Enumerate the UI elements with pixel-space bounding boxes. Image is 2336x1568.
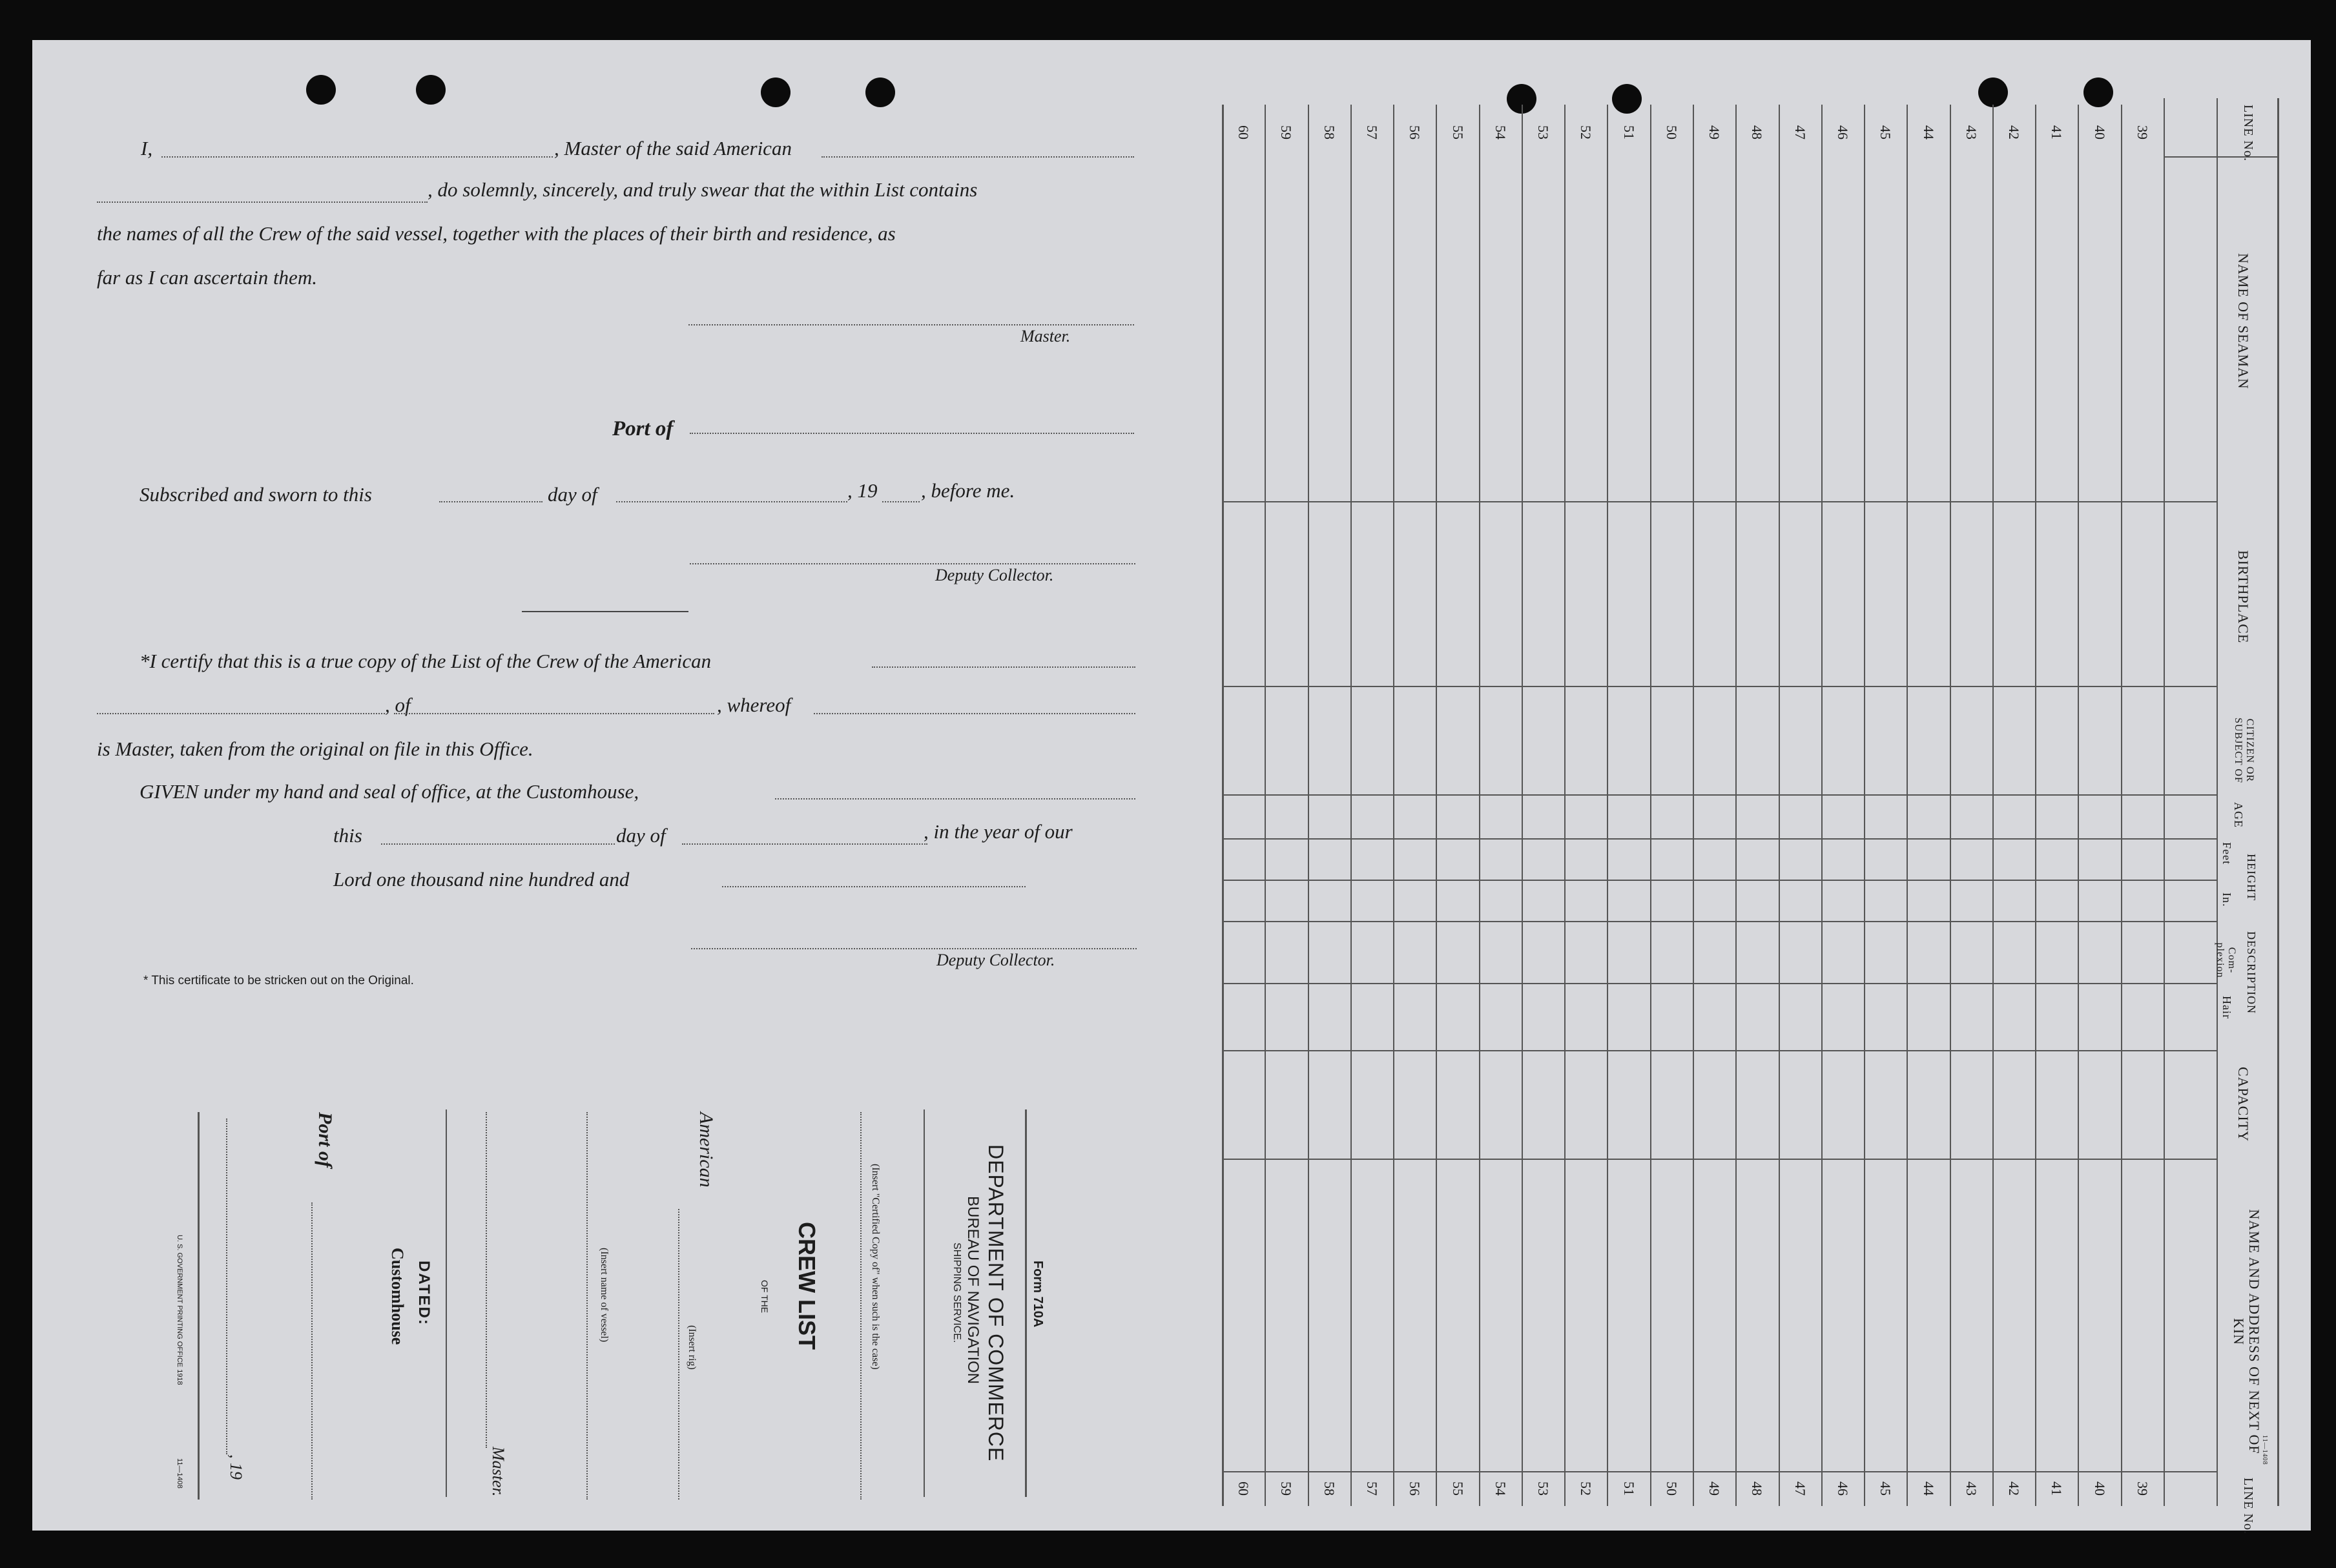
line-number-top: 58 [1321, 125, 1338, 139]
department-title: DEPARTMENT OF COMMERCE [984, 1144, 1008, 1462]
blank-cover-date[interactable] [226, 1119, 227, 1454]
line-number-top: 56 [1407, 125, 1423, 139]
oath-line-1-start: I, [141, 137, 153, 160]
blank-vessel-rig[interactable] [822, 156, 1134, 158]
blank-certify-vessel[interactable] [97, 713, 385, 714]
blank-certify-master[interactable] [814, 713, 1135, 714]
deputy-signature-line-2[interactable] [691, 948, 1137, 949]
crew-row-39[interactable] [2122, 156, 2162, 1467]
line-number-top: 44 [1920, 125, 1937, 139]
blank-port[interactable] [690, 433, 1134, 434]
line-number-bottom: 60 [1235, 1481, 1252, 1496]
deputy-caption-2: Deputy Collector. [936, 951, 1055, 969]
line-number-bottom: 50 [1663, 1481, 1680, 1496]
blank-certify-month[interactable] [682, 843, 927, 845]
line-number-bottom: 54 [1492, 1481, 1509, 1496]
crew-row-40[interactable] [2079, 156, 2119, 1467]
line-number-bottom: 59 [1278, 1481, 1295, 1496]
form-number: Form 710A [1031, 1261, 1045, 1328]
blank-cover-port[interactable] [311, 1202, 313, 1500]
line-number-top: 48 [1749, 125, 1766, 139]
crew-row-54[interactable] [1480, 156, 1520, 1467]
section-line [1222, 838, 2217, 840]
certify-line-5b: day of [616, 824, 666, 847]
crew-row-42[interactable] [1994, 156, 2034, 1467]
crew-row-49[interactable] [1694, 156, 1734, 1467]
certify-line-2a: , of [385, 694, 411, 716]
line-number-bottom: 45 [1877, 1481, 1894, 1496]
insert-certified-note: (Insert "Certified Copy of" when such is the case) [870, 1164, 881, 1370]
section-line [1222, 794, 2217, 796]
line-number-bottom: 43 [1963, 1481, 1979, 1496]
blank-cover-master[interactable] [486, 1112, 487, 1448]
line-number-top: 45 [1877, 125, 1894, 139]
line-number-bottom: 58 [1321, 1481, 1338, 1496]
deputy-caption-1: Deputy Collector. [935, 566, 1054, 584]
header-divider [2217, 98, 2218, 1506]
section-line [1222, 501, 2217, 502]
header-divider [2164, 98, 2165, 1506]
blank-sworn-month[interactable] [616, 501, 847, 502]
crew-table [1222, 59, 2279, 1534]
cover-form-code: 11—1408 [176, 1458, 183, 1489]
cover-master-label: Master. [489, 1447, 508, 1497]
line-number-bottom: 52 [1578, 1481, 1595, 1496]
line-number-bottom: 42 [2006, 1481, 2023, 1496]
cover-port-label: Port of [315, 1112, 336, 1168]
table-right-border [2277, 98, 2279, 1506]
line-number-top: 55 [1449, 125, 1466, 139]
port-label: Port of [612, 417, 674, 440]
punch-hole [865, 77, 895, 107]
line-number-top: 50 [1663, 125, 1680, 139]
line-number-top: 51 [1620, 125, 1637, 139]
header-citizen: CITIZEN OR SUBJECT OF [2233, 717, 2255, 783]
header-feet: Feet [2220, 842, 2233, 865]
line-number-bottom: 40 [2091, 1481, 2108, 1496]
line-number-bottom: 56 [1407, 1481, 1423, 1496]
line-number-bottom: 49 [1706, 1481, 1723, 1496]
dated-label: DATED: [415, 1261, 433, 1326]
sworn-text-b: day of [548, 483, 597, 506]
header-line-no-bottom: LINE No. [2241, 1478, 2255, 1534]
line-number-top: 54 [1492, 125, 1509, 139]
certify-line-6: Lord one thousand nine hundred and [333, 868, 630, 891]
oath-line-4: far as I can ascertain them. [97, 266, 317, 289]
oath-line-2: , do solemnly, sincerely, and truly swear that the within List contains [428, 178, 978, 201]
cover-year: , 19 [227, 1454, 245, 1480]
section-line [1222, 686, 2217, 687]
crew-row-45[interactable] [1865, 156, 1905, 1467]
form-page [32, 40, 2311, 1534]
line-number-top: 49 [1706, 125, 1723, 139]
blank-certify-port[interactable] [394, 713, 714, 714]
header-inches: In. [2220, 892, 2233, 907]
line-number-bottom: 47 [1792, 1481, 1808, 1496]
header-height: HEIGHT [2245, 854, 2258, 901]
section-line [1222, 921, 2217, 922]
line-number-bottom: 39 [2134, 1481, 2151, 1496]
blank-sworn-year[interactable] [882, 501, 920, 502]
line-number-bottom: 51 [1620, 1481, 1637, 1496]
line-number-top: 57 [1363, 125, 1380, 139]
line-number-top: 47 [1792, 125, 1808, 139]
american-label: American [696, 1112, 717, 1188]
line-number-bottom: 46 [1834, 1481, 1851, 1496]
header-line-no: LINE No. [2241, 105, 2255, 161]
crew-list-title: CREW LIST [794, 1222, 820, 1350]
insert-rig-note: (Insert rig) [687, 1325, 698, 1370]
oath-line-3: the names of all the Crew of the said vessel, together with the places of their birth and residence, as [97, 222, 896, 245]
crew-row-56[interactable] [1394, 156, 1434, 1467]
bureau-title: BUREAU OF NAVIGATION [964, 1196, 982, 1385]
crew-row-41[interactable] [2036, 156, 2076, 1467]
punch-hole [306, 75, 336, 105]
punch-hole [761, 77, 791, 107]
line-number-top: 39 [2134, 125, 2151, 139]
certify-line-3: is Master, taken from the original on file in this Office. [97, 738, 533, 760]
cover-rule [924, 1109, 925, 1497]
cover-rule [198, 1112, 200, 1500]
line-number-bottom: 57 [1363, 1481, 1380, 1496]
section-line [1222, 983, 2217, 984]
certify-line-2b: , whereof [717, 694, 791, 716]
crew-row-57[interactable] [1352, 156, 1392, 1467]
crew-row-59[interactable] [1266, 156, 1306, 1467]
crew-row-60[interactable] [1223, 156, 1263, 1467]
blank-certify-year[interactable] [722, 886, 1026, 887]
header-subdivider [2164, 838, 2217, 840]
certify-line-4: GIVEN under my hand and seal of office, at the Customhouse, [140, 780, 639, 803]
certify-line-5a: this [333, 824, 362, 847]
line-number-top: 41 [2049, 125, 2065, 139]
section-line [2164, 156, 2277, 158]
header-description: DESCRIPTION [2245, 931, 2258, 1015]
line-number-top: 60 [1235, 125, 1252, 139]
punch-hole [416, 75, 446, 105]
certificate-footnote: * This certificate to be stricken out on the Original. [143, 974, 414, 987]
line-number-top: 43 [1963, 125, 1979, 139]
cover-rule [1025, 1109, 1027, 1497]
blank-master-name[interactable] [161, 156, 553, 158]
header-complexion: Com-plexion [2215, 942, 2237, 978]
certify-line-1: *I certify that this is a true copy of the List of the Crew of the American [140, 650, 712, 672]
blank-cover-vessel[interactable] [586, 1112, 588, 1500]
blank-vessel-name[interactable] [97, 201, 428, 203]
blank-certify-rig[interactable] [872, 666, 1135, 668]
insert-vessel-note: (Insert name of vessel) [599, 1248, 610, 1343]
crew-row-43[interactable] [1951, 156, 1991, 1467]
customhouse-label: Customhouse [388, 1248, 407, 1345]
line-number-bottom: 44 [1920, 1481, 1937, 1496]
of-the-label: OF THE [760, 1280, 770, 1314]
cover-rule [446, 1109, 447, 1497]
printer-imprint: U. S. GOVERNMENT PRINTING OFFICE 1918 [176, 1235, 183, 1385]
header-capacity: CAPACITY [2235, 1067, 2251, 1142]
line-number-top: 42 [2006, 125, 2023, 139]
blank-sworn-day[interactable] [439, 501, 543, 502]
crew-row-51[interactable] [1608, 156, 1648, 1467]
header-hair: Hair [2220, 996, 2233, 1019]
crew-row-46[interactable] [1823, 156, 1863, 1467]
section-line [1222, 1050, 2217, 1051]
section-line [1222, 1471, 2217, 1472]
crew-row-47[interactable] [1780, 156, 1820, 1467]
blank-certify-day[interactable] [381, 843, 615, 845]
master-signature-line[interactable] [688, 324, 1134, 325]
crew-row-44[interactable] [1908, 156, 1948, 1467]
section-divider [522, 611, 688, 612]
line-number-bottom: 55 [1449, 1481, 1466, 1496]
line-number-top: 59 [1278, 125, 1295, 139]
crew-row-50[interactable] [1651, 156, 1691, 1467]
crew-row-48[interactable] [1737, 156, 1777, 1467]
line-number-bottom: 48 [1749, 1481, 1766, 1496]
header-name-of-seaman: NAME OF SEAMAN [2235, 253, 2251, 389]
crew-row-55[interactable] [1437, 156, 1477, 1467]
blank-certified-copy[interactable] [860, 1112, 862, 1500]
certify-line-5c: , in the year of our [924, 820, 1073, 843]
line-number-bottom: 53 [1535, 1481, 1552, 1496]
line-number-top: 46 [1834, 125, 1851, 139]
blank-customhouse[interactable] [775, 798, 1135, 799]
header-next-of-kin: NAME AND ADDRESS OF NEXT OF KIN [2231, 1209, 2262, 1454]
master-caption: Master. [1020, 327, 1071, 346]
header-age: AGE [2232, 802, 2245, 828]
blank-rig[interactable] [678, 1209, 679, 1500]
crew-row-53[interactable] [1523, 156, 1563, 1467]
line-number-bottom: 41 [2049, 1481, 2065, 1496]
section-line [1222, 880, 2217, 881]
service-title: SHIPPING SERVICE. [951, 1243, 962, 1343]
deputy-signature-line-1[interactable] [690, 563, 1135, 564]
line-number-top: 52 [1578, 125, 1595, 139]
line-number-top: 40 [2091, 125, 2108, 139]
table-form-code: 11—1408 [2261, 1435, 2268, 1465]
line-number-top: 53 [1535, 125, 1552, 139]
crew-row-58[interactable] [1309, 156, 1349, 1467]
sworn-text-c: , 19 [847, 479, 878, 502]
sworn-text-a: Subscribed and sworn to this [140, 483, 372, 506]
crew-row-52[interactable] [1566, 156, 1606, 1467]
oath-line-1-end: , Master of the said American [554, 137, 792, 160]
sworn-text-d: , before me. [921, 479, 1015, 502]
header-birthplace: BIRTHPLACE [2235, 550, 2251, 644]
section-line [1222, 1159, 2217, 1160]
